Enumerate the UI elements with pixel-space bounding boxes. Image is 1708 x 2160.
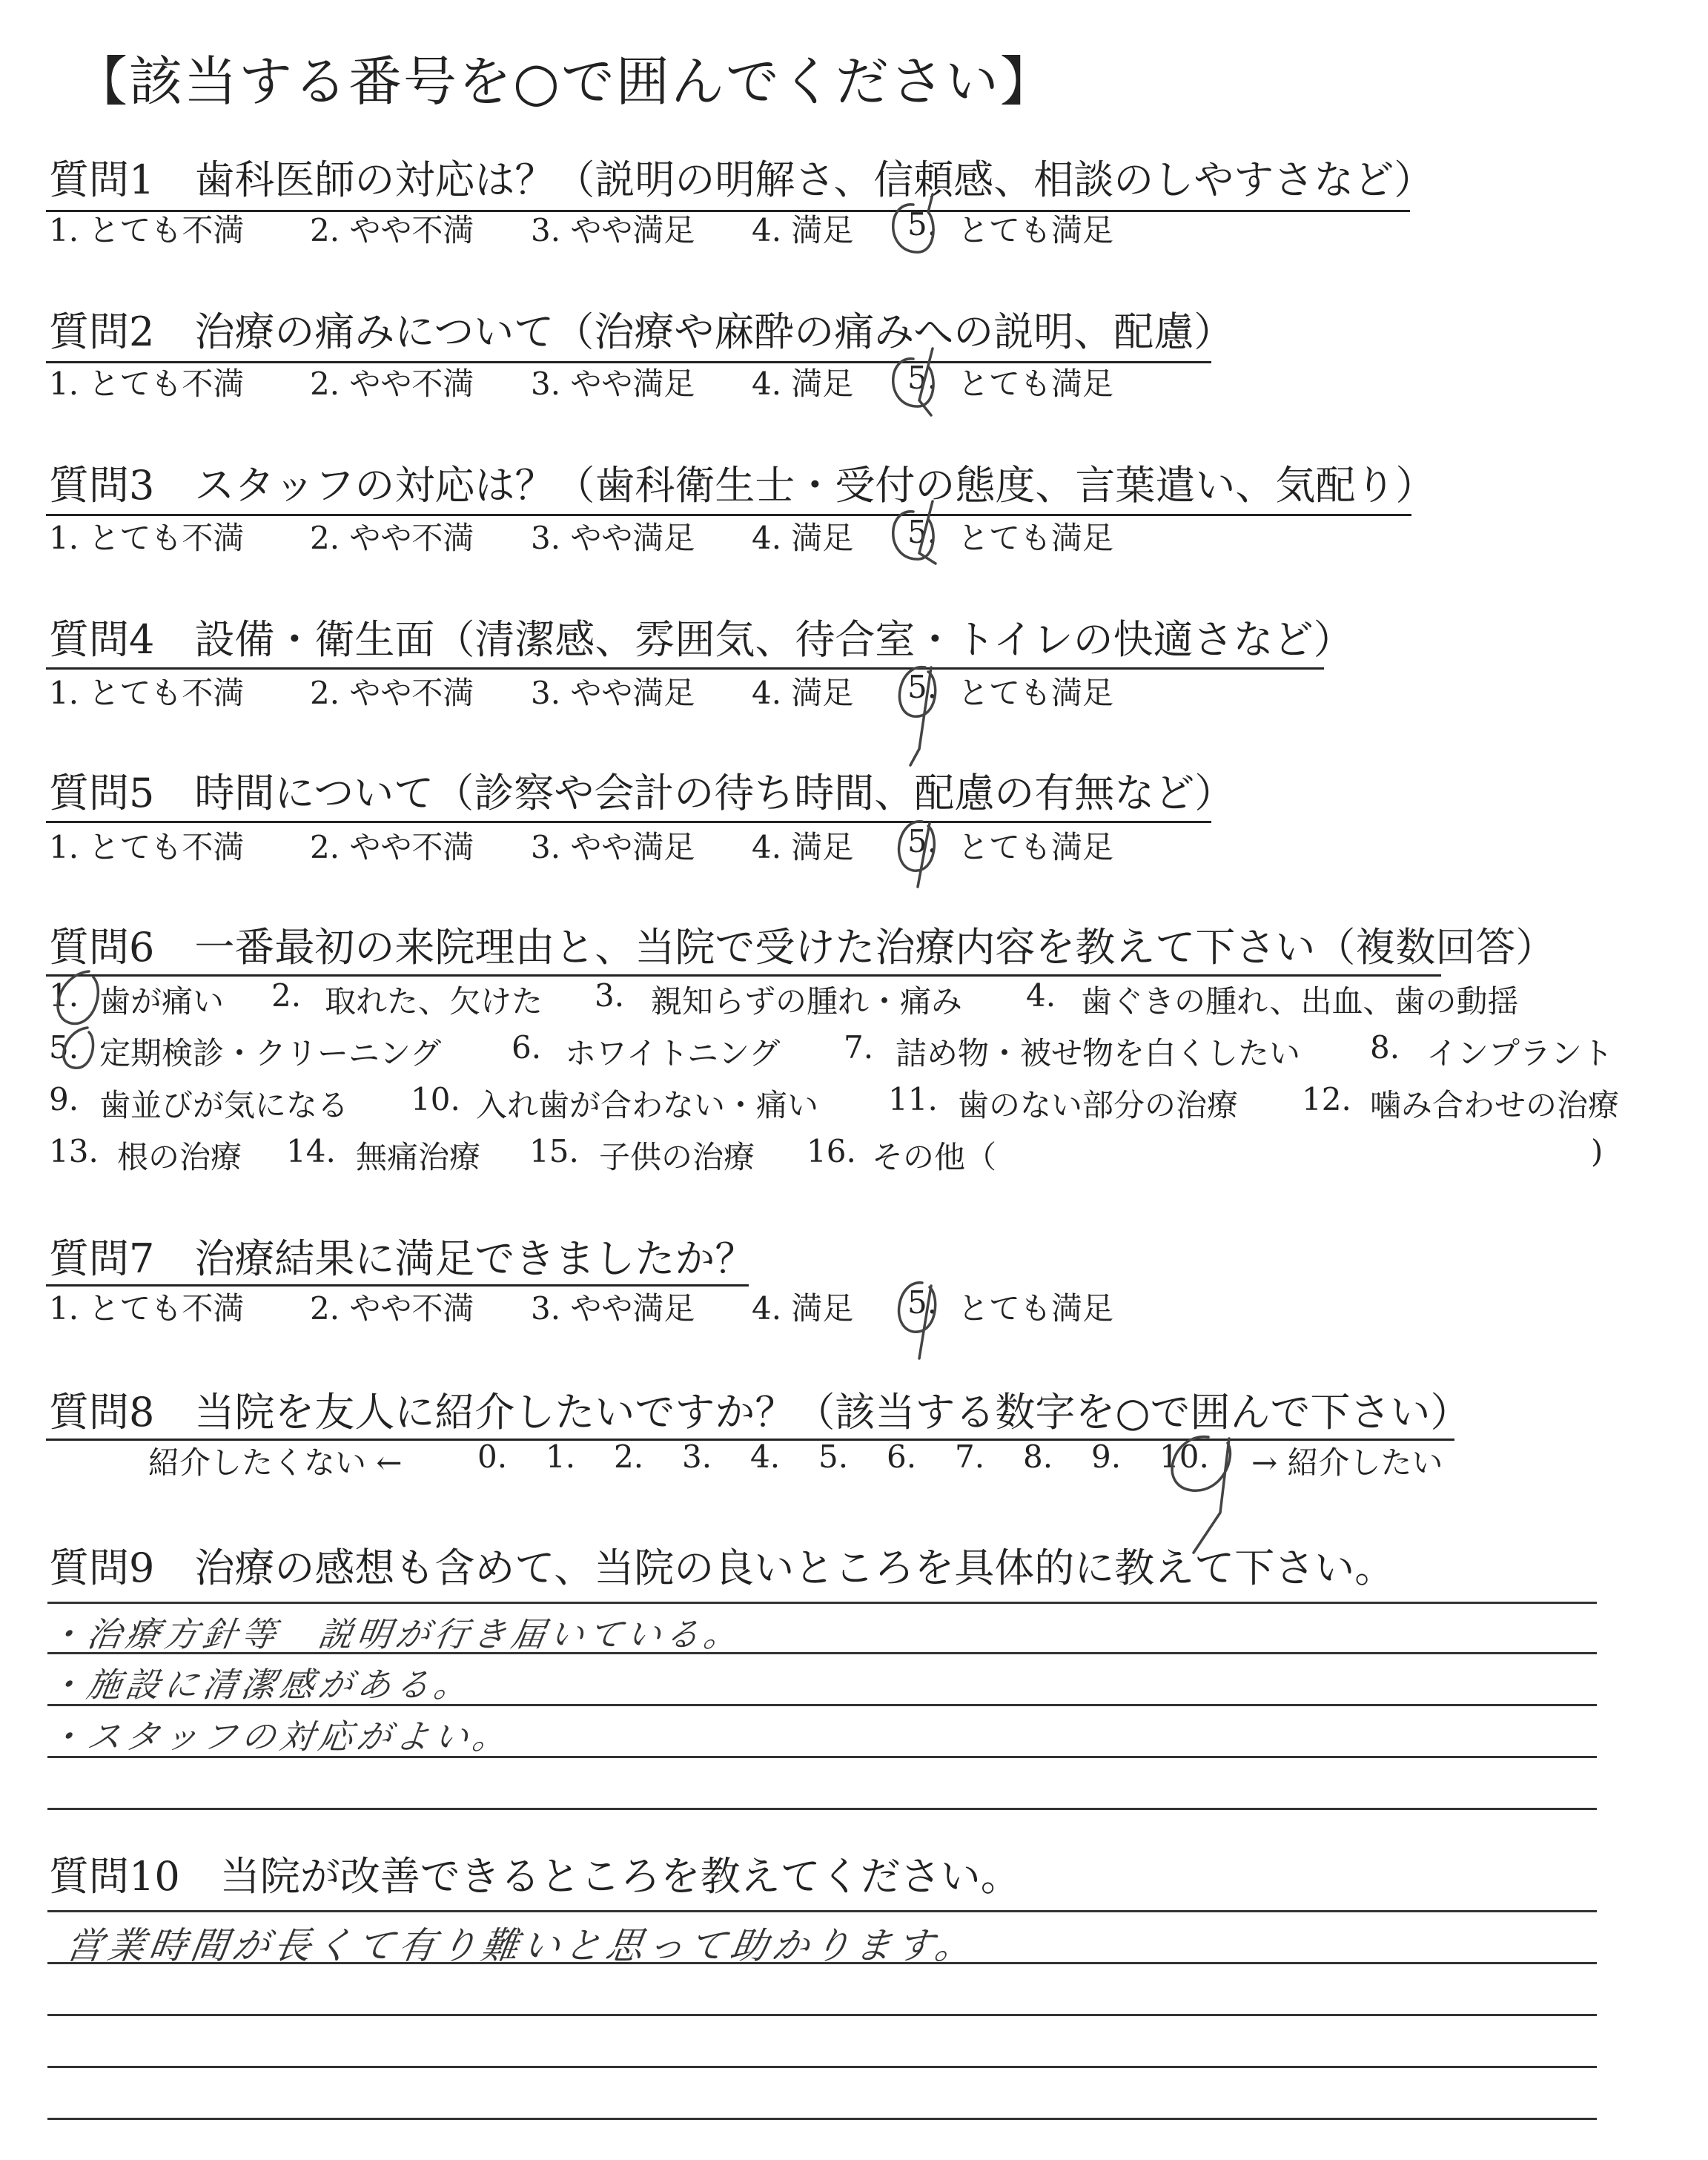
scale-5[interactable]: 5. [818, 1439, 849, 1475]
option-3[interactable]: 3. やや満足 [531, 520, 695, 556]
answer-line [47, 1808, 1597, 1810]
reason-6-number[interactable]: 6. [512, 1029, 542, 1066]
reason-1-number[interactable]: 1. [49, 977, 79, 1014]
handwritten-answer-1[interactable]: 営業時間が長くて有り難いと思って助かります。 [63, 1924, 980, 1967]
reason-7-number[interactable]: 7. [844, 1029, 874, 1066]
reason-13-number[interactable]: 13. [49, 1133, 99, 1169]
answer-line [47, 1910, 1597, 1912]
answer-line [47, 1602, 1597, 1604]
scale-7[interactable]: 7. [955, 1439, 985, 1475]
reason-5-number[interactable]: 5. [49, 1029, 79, 1066]
reason-5-label: 定期検診・クリーニング [99, 1035, 442, 1071]
reason-15-number[interactable]: 15. [529, 1133, 579, 1169]
option-5-label: とても満足 [958, 829, 1114, 865]
scale-right-label: → 紹介したい [1251, 1444, 1443, 1481]
reason-11-label: 歯のない部分の治療 [958, 1087, 1239, 1123]
reason-15-label: 子供の治療 [599, 1139, 755, 1175]
option-5-label: とても満足 [958, 212, 1114, 248]
option-2[interactable]: 2. やや不満 [310, 675, 474, 711]
option-4[interactable]: 4. 満足 [752, 212, 854, 248]
question-title: 質問3 スタッフの対応は？（歯科衛生士・受付の態度、言葉遣い、気配り） [49, 462, 1436, 509]
option-2[interactable]: 2. やや不満 [310, 1290, 474, 1327]
reason-6-label: ホワイトニング [565, 1035, 781, 1071]
option-5-label: とても満足 [958, 366, 1114, 402]
option-2[interactable]: 2. やや不満 [310, 366, 474, 402]
question-title: 質問7 治療結果に満足できましたか？ [49, 1235, 755, 1282]
reason-9-label: 歯並びが気になる [99, 1087, 349, 1123]
title-underline [46, 974, 1441, 977]
title-underline [46, 514, 1411, 516]
option-1[interactable]: 1. とても不満 [49, 829, 245, 865]
option-5[interactable]: 5. [907, 514, 938, 550]
reason-10-label: 入れ歯が合わない・痛い [476, 1087, 819, 1123]
handwritten-answer-2[interactable]: ・施設に清潔感がある。 [45, 1665, 476, 1705]
question-title: 質問6 一番最初の来院理由と、当院で受けた治療内容を教えて下さい（複数回答） [49, 924, 1556, 971]
question-title: 質問10 当院が改善できるところを教えてください。 [49, 1853, 1021, 1900]
scale-3[interactable]: 3. [682, 1439, 712, 1475]
option-3[interactable]: 3. やや満足 [531, 1290, 695, 1327]
scale-9[interactable]: 9. [1091, 1439, 1122, 1475]
option-2[interactable]: 2. やや不満 [310, 829, 474, 865]
reason-13-label: 根の治療 [117, 1139, 242, 1175]
option-5[interactable]: 5. [907, 360, 938, 396]
question-title: 質問8 当院を友人に紹介したいですか？（該当する数字を○で囲んで下さい） [49, 1389, 1471, 1436]
reason-1-label: 歯が痛い [99, 983, 225, 1020]
scale-left-label: 紹介したくない ← [148, 1444, 403, 1481]
option-5[interactable]: 5. [907, 669, 938, 705]
option-3[interactable]: 3. やや満足 [531, 675, 695, 711]
scale-1[interactable]: 1. [546, 1439, 576, 1475]
question-title: 質問2 治療の痛みについて（治療や麻酔の痛みへの説明、配慮） [49, 308, 1234, 355]
option-1[interactable]: 1. とても不満 [49, 1290, 245, 1327]
option-1[interactable]: 1. とても不満 [49, 366, 245, 402]
question-title: 質問9 治療の感想も含めて、当院の良いところを具体的に教えて下さい。 [49, 1545, 1395, 1591]
answer-line [47, 2066, 1597, 2068]
reason-11-number[interactable]: 11. [888, 1081, 938, 1117]
scale-8[interactable]: 8. [1023, 1439, 1053, 1475]
option-5-label: とても満足 [958, 520, 1114, 556]
reason-2-label: 取れた、欠けた [325, 983, 543, 1020]
scale-10[interactable]: 10. [1159, 1439, 1209, 1475]
option-5-label: とても満足 [958, 675, 1114, 711]
reason-10-number[interactable]: 10. [411, 1081, 460, 1117]
option-2[interactable]: 2. やや不満 [310, 520, 474, 556]
option-4[interactable]: 4. 満足 [752, 829, 854, 865]
reason-14-label: 無痛治療 [356, 1139, 481, 1175]
handwritten-answer-3[interactable]: ・スタッフの対応がよい。 [45, 1717, 514, 1757]
reason-3-label: 親知らずの腫れ・痛み [651, 983, 963, 1020]
reason-2-number[interactable]: 2. [271, 977, 302, 1014]
question-title: 質問5 時間について（診察や会計の待ち時間、配慮の有無など） [49, 770, 1235, 816]
option-3[interactable]: 3. やや満足 [531, 212, 695, 248]
reason-9-number[interactable]: 9. [49, 1081, 79, 1117]
title-underline [46, 210, 1410, 212]
reason-12-label: 噛み合わせの治療 [1370, 1087, 1620, 1123]
option-5[interactable]: 5. [907, 1284, 938, 1321]
option-1[interactable]: 1. とても不満 [49, 520, 245, 556]
option-3[interactable]: 3. やや満足 [531, 366, 695, 402]
reason-4-label: 歯ぐきの腫れ、出血、歯の動揺 [1081, 983, 1519, 1020]
reason-14-number[interactable]: 14. [286, 1133, 336, 1169]
question-title: 質問1 歯科医師の対応は？（説明の明解さ、信頼感、相談のしやすさなど） [49, 156, 1434, 203]
answer-line [47, 2118, 1597, 2120]
scale-2[interactable]: 2. [614, 1439, 644, 1475]
option-3[interactable]: 3. やや満足 [531, 829, 695, 865]
answer-line [47, 2014, 1597, 2016]
scale-0[interactable]: 0. [477, 1439, 508, 1475]
scale-6[interactable]: 6. [887, 1439, 917, 1475]
reason-8-label: インプラント [1426, 1035, 1614, 1071]
option-5[interactable]: 5. [907, 823, 938, 859]
option-5[interactable]: 5. [907, 206, 938, 242]
question-title: 質問4 設備・衛生面（清潔感、雰囲気、待合室・トイレの快適さなど） [49, 616, 1354, 663]
option-5-label: とても満足 [958, 1290, 1114, 1327]
option-2[interactable]: 2. やや不満 [310, 212, 474, 248]
form-header: 【該当する番号を○で囲んでください】 [74, 50, 1055, 113]
handwritten-answer-1[interactable]: ・治療方針等 説明が行き届いている。 [45, 1614, 746, 1654]
other-close-paren: ) [1591, 1133, 1603, 1169]
reason-8-number[interactable]: 8. [1370, 1029, 1400, 1066]
reason-3-number[interactable]: 3. [595, 977, 625, 1014]
reason-7-label: 詰め物・被せ物を白くしたい [896, 1035, 1301, 1071]
reason-12-number[interactable]: 12. [1302, 1081, 1351, 1117]
option-4[interactable]: 4. 満足 [752, 520, 854, 556]
scale-4[interactable]: 4. [750, 1439, 781, 1475]
option-4[interactable]: 4. 満足 [752, 1290, 854, 1327]
option-4[interactable]: 4. 満足 [752, 675, 854, 711]
option-1[interactable]: 1. とても不満 [49, 675, 245, 711]
reason-4-number[interactable]: 4. [1026, 977, 1056, 1014]
reason-16-number[interactable]: 16. [807, 1133, 856, 1169]
option-4[interactable]: 4. 満足 [752, 366, 854, 402]
reason-16-label: その他（ [872, 1139, 997, 1175]
option-1[interactable]: 1. とても不満 [49, 212, 245, 248]
